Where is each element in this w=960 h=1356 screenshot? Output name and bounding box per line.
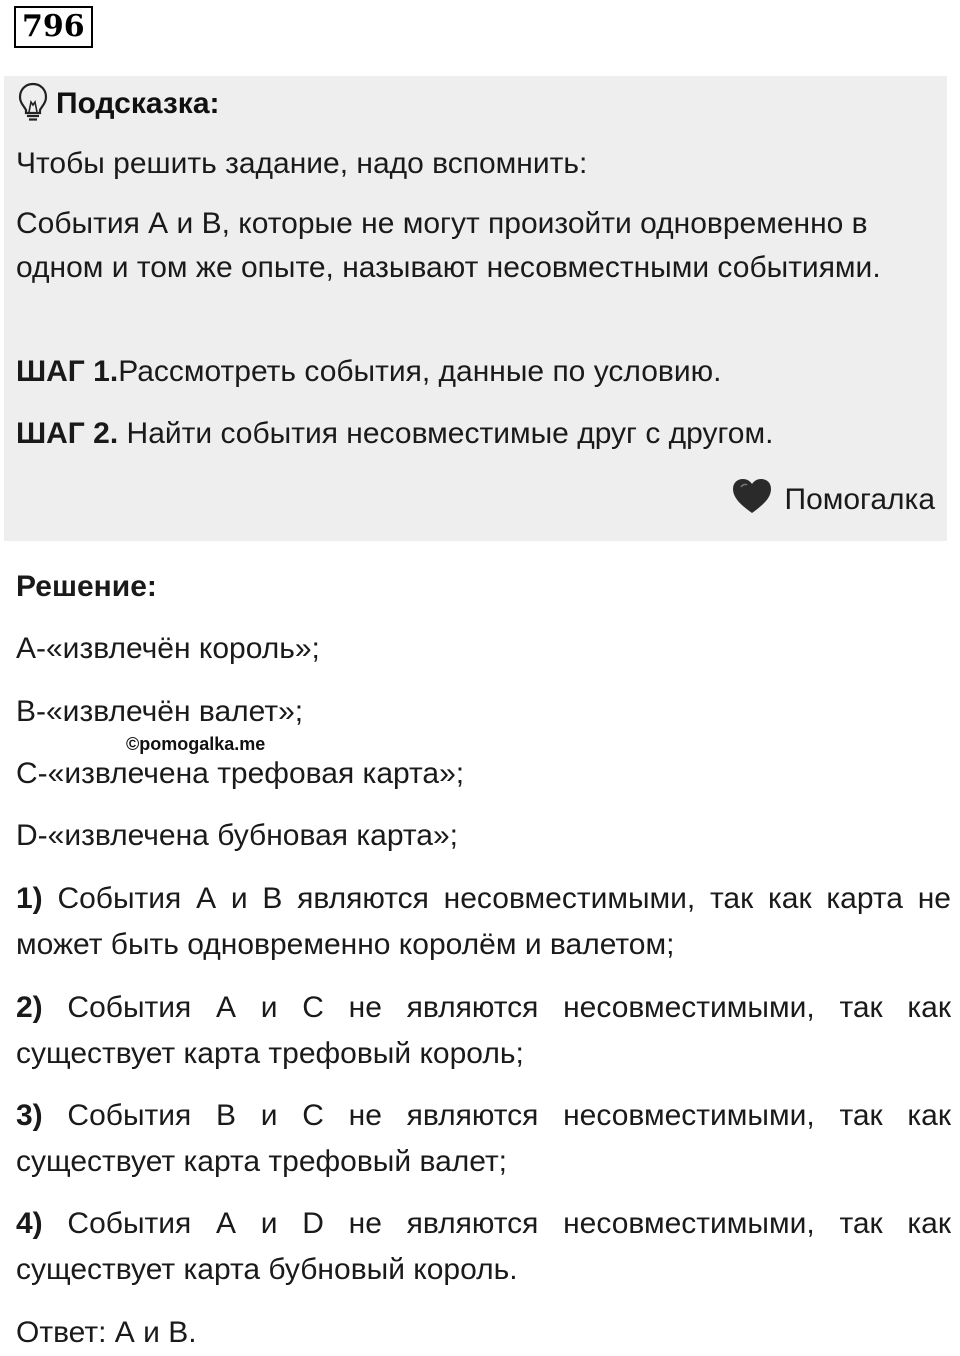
lightbulb-icon xyxy=(18,82,48,127)
event-d: D-«извлечена бубновая карта»; xyxy=(16,819,458,852)
solution-item-3: 3) События В и С не являются несовместимыми, так как существует карта трефовый валет; xyxy=(16,1099,951,1178)
solution-item-4: 4) События А и D не являются несовместимыми, так как существует карта бубновый король. xyxy=(16,1207,951,1286)
heart-icon xyxy=(731,477,773,523)
event-c: С-«извлечена трефовая карта»; xyxy=(16,757,465,790)
event-a: А-«извлечён король»; xyxy=(16,632,320,665)
event-b: В-«извлечён валет»; xyxy=(16,695,304,728)
hint-definition: События А и В, которые не могут произойти одновременно в одном и том же опыте, называют несовместными событиями. xyxy=(16,207,881,284)
solution-item-1: 1) События А и В являются несовместимыми, так как карта не может быть одновременно королём и валетом; xyxy=(16,882,951,961)
brand-badge xyxy=(731,478,936,522)
solution-item-2: 2) События А и С не являются несовместимыми, так как существует карта трефовый король; xyxy=(16,991,951,1070)
solution-title: Решение: xyxy=(16,570,157,603)
step-2-text: Найти события несовместимые друг с другом. xyxy=(118,417,774,450)
step-1-label: ШАГ 1. xyxy=(16,355,119,388)
hint-intro: Чтобы решить задание, надо вспомнить: xyxy=(16,147,588,180)
watermark: ©pomogalka.me xyxy=(126,734,266,754)
hint-title: Подсказка: xyxy=(56,87,220,120)
hint-box xyxy=(4,76,947,541)
brand-name: Помогалка xyxy=(784,483,935,516)
hint-header xyxy=(18,84,220,124)
problem-number: 796 xyxy=(14,6,93,48)
step-2-label: ШАГ 2. xyxy=(16,417,119,450)
hint-step-1 xyxy=(16,350,941,394)
step-1-text: Рассмотреть события, данные по условию. xyxy=(118,355,722,388)
hint-step-2 xyxy=(16,412,941,456)
answer: Ответ: А и В. xyxy=(16,1316,197,1349)
